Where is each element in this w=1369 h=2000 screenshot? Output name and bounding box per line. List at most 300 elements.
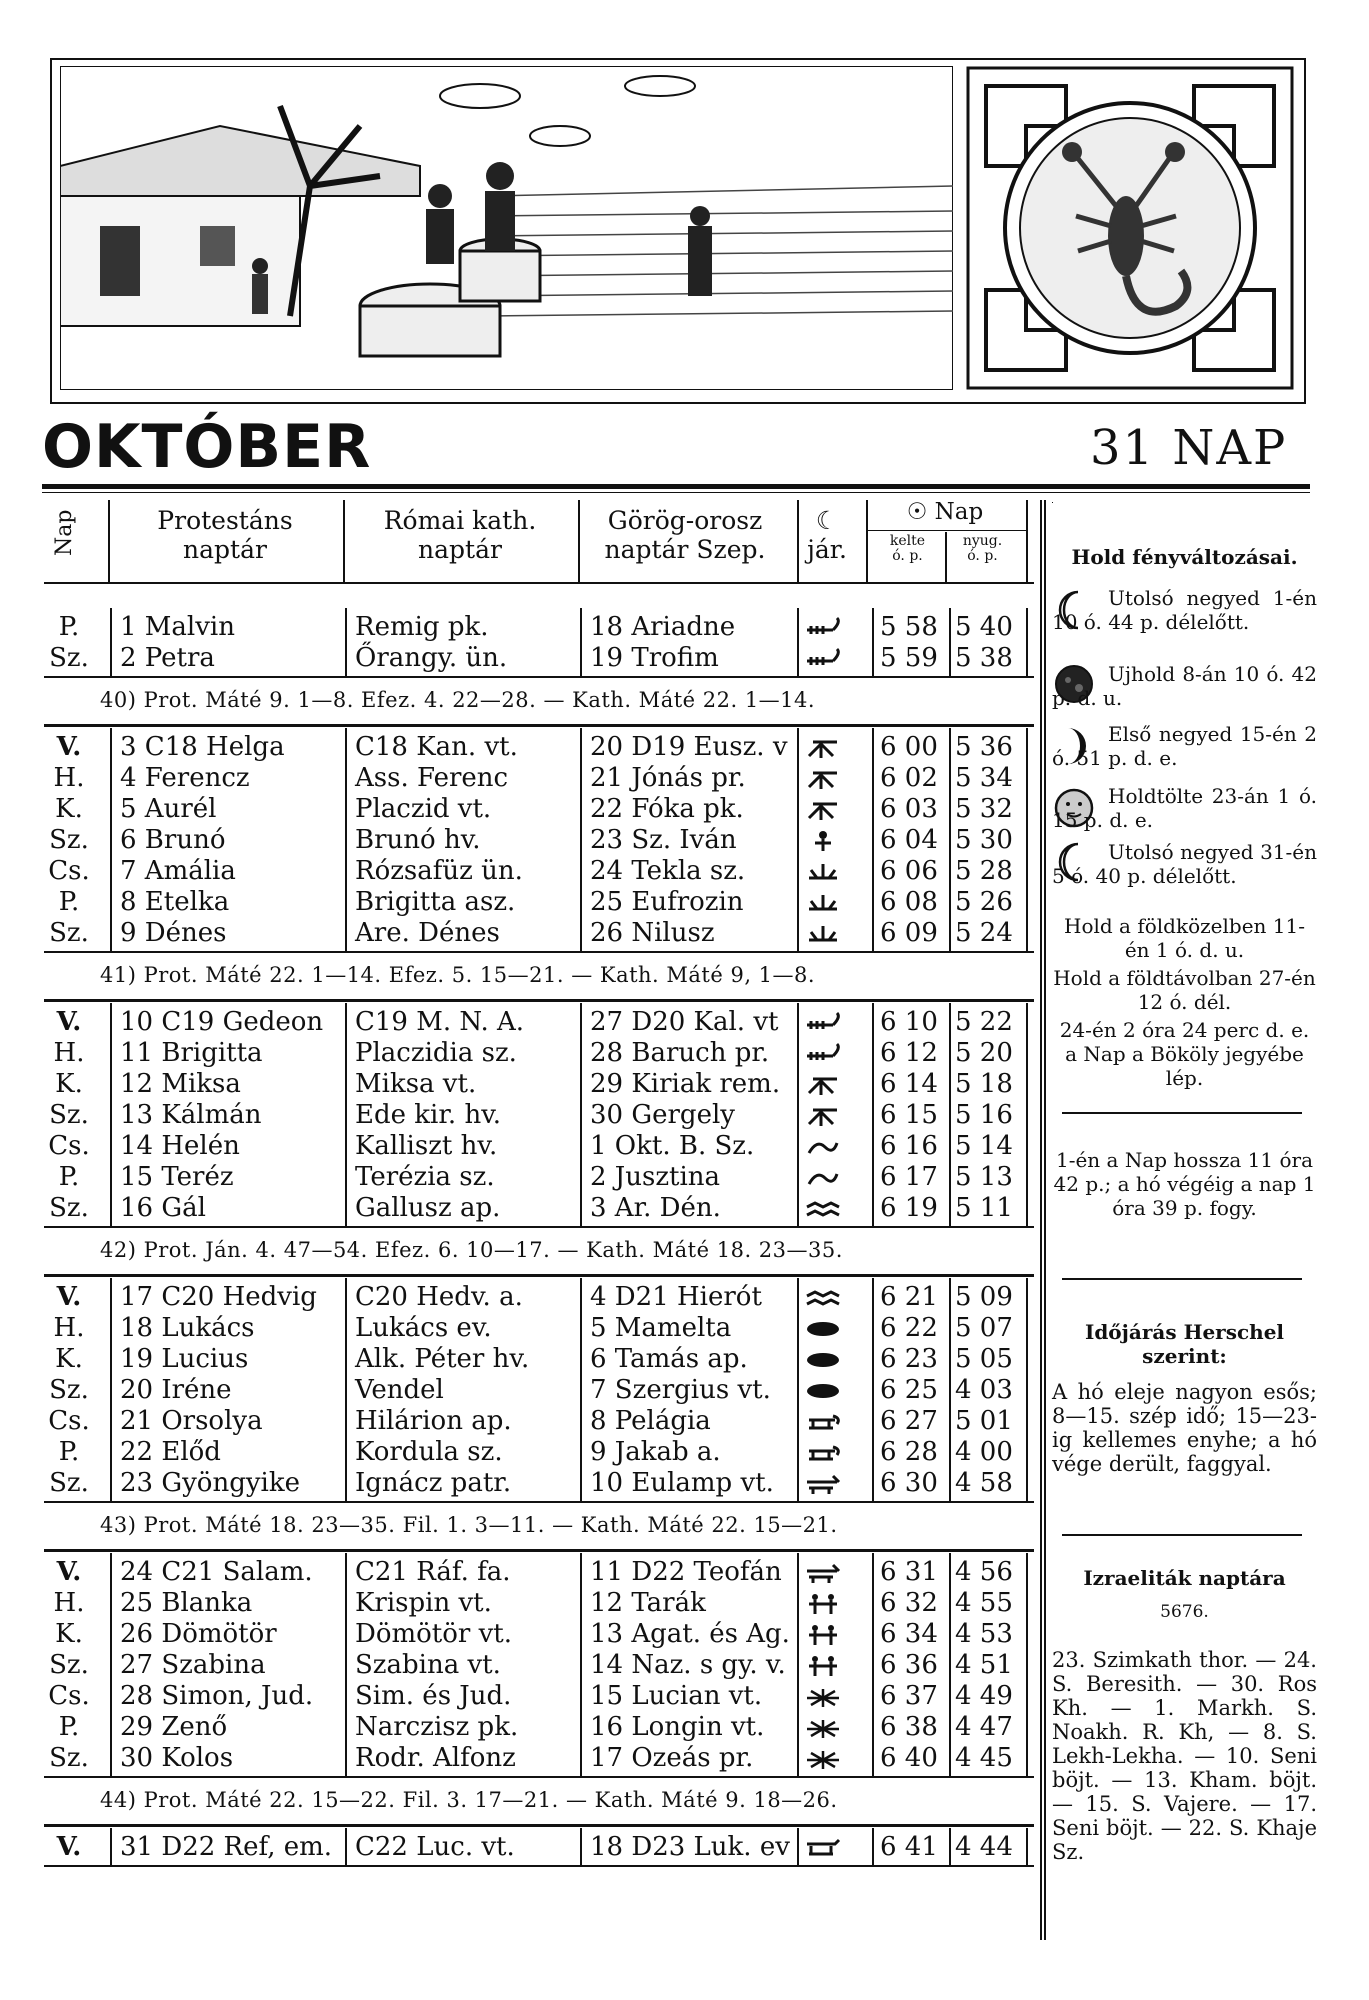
- row-sunset: 5 14: [955, 1131, 1013, 1161]
- row-sunset: 4 58: [955, 1468, 1013, 1498]
- row-protestans: 1 Malvin: [120, 612, 235, 642]
- row-protestans: 31 D22 Ref, em.: [120, 1832, 333, 1862]
- row-romai: Vendel: [355, 1375, 444, 1405]
- row-sunset: 5 05: [955, 1344, 1013, 1374]
- col-header-romai: Római kath. naptár: [383, 506, 537, 564]
- group-top-rule: [44, 724, 1034, 727]
- row-day: V.: [56, 1282, 82, 1312]
- row-sunrise: 6 19: [880, 1193, 938, 1223]
- moon-phase-2: Ujhold 8-án 10 ó. 42 p. d. u.: [1052, 662, 1317, 710]
- row-sunrise: 6 28: [880, 1437, 938, 1467]
- column-divider: [949, 1003, 951, 1226]
- row-romai: Kalliszt hv.: [355, 1131, 498, 1161]
- column-divider: [797, 1003, 799, 1226]
- row-protestans: 11 Brigitta: [120, 1038, 263, 1068]
- sidebar-divider-3: [1062, 1534, 1302, 1536]
- row-protestans: 7 Amália: [120, 856, 236, 886]
- column-divider: [345, 1553, 347, 1776]
- row-day: H.: [53, 1313, 85, 1343]
- row-gorog: 18 Ariadne: [590, 612, 736, 642]
- row-protestans: 14 Helén: [120, 1131, 240, 1161]
- column-divider: [580, 1553, 582, 1776]
- row-day: V.: [56, 1832, 82, 1862]
- row-gorog: 14 Naz. s gy. v.: [590, 1650, 786, 1680]
- israel-calendar-title: Izraeliták naptára: [1083, 1566, 1286, 1590]
- column-divider: [345, 1003, 347, 1226]
- zodiac-archer-icon: [803, 1104, 843, 1128]
- row-protestans: 17 C20 Hedvig: [120, 1282, 317, 1312]
- group-bottom-rule: [44, 1865, 1034, 1867]
- row-gorog: 24 Tekla sz.: [590, 856, 746, 886]
- row-romai: C18 Kan. vt.: [355, 732, 518, 762]
- header-column-divider: [1026, 500, 1028, 584]
- row-day: K.: [55, 794, 83, 824]
- column-divider: [949, 1828, 951, 1865]
- zodiac-fish-icon: [803, 1379, 843, 1403]
- row-protestans: 28 Simon, Jud.: [120, 1681, 314, 1711]
- row-romai: Sim. és Jud.: [355, 1681, 512, 1711]
- row-sunset: 4 47: [955, 1712, 1013, 1742]
- row-romai: C20 Hedv. a.: [355, 1282, 523, 1312]
- zodiac-water-icon: [803, 1197, 843, 1221]
- row-day: V.: [56, 732, 82, 762]
- zodiac-scorpion-icon: [803, 647, 843, 671]
- header-column-divider: [343, 500, 345, 584]
- row-gorog: 1 Okt. B. Sz.: [590, 1131, 755, 1161]
- row-sunrise: 6 16: [880, 1131, 938, 1161]
- group-top-rule: [44, 999, 1034, 1002]
- row-gorog: 2 Jusztina: [590, 1162, 721, 1192]
- title-rule-thin: [42, 492, 1310, 493]
- scorpio-emblem: [966, 66, 1294, 390]
- zodiac-crab-icon: [803, 1716, 843, 1740]
- row-day: Sz.: [49, 825, 89, 855]
- row-romai: Szabina vt.: [355, 1650, 501, 1680]
- weekly-lesson: 44) Prot. Máté 22. 15—22. Fil. 3. 17—21. — Kath. Máté 9. 18—26.: [100, 1788, 838, 1812]
- row-romai: Remig pk.: [355, 612, 489, 642]
- row-gorog: 25 Eufrozin: [590, 887, 744, 917]
- row-gorog: 26 Nilusz: [590, 918, 715, 948]
- column-divider: [797, 728, 799, 951]
- row-day: Cs.: [48, 856, 90, 886]
- row-sunset: 5 32: [955, 794, 1013, 824]
- column-divider: [949, 1553, 951, 1776]
- row-day: V.: [56, 1557, 82, 1587]
- row-sunset: 5 20: [955, 1038, 1013, 1068]
- column-divider: [1026, 1003, 1028, 1226]
- row-protestans: 10 C19 Gedeon: [120, 1007, 324, 1037]
- row-sunset: 5 18: [955, 1069, 1013, 1099]
- column-divider: [872, 608, 874, 676]
- row-romai: Hilárion ap.: [355, 1406, 512, 1436]
- row-sunset: 5 22: [955, 1007, 1013, 1037]
- group-bottom-rule: [44, 1226, 1034, 1228]
- row-romai: Miksa vt.: [355, 1069, 477, 1099]
- row-sunset: 5 30: [955, 825, 1013, 855]
- col-header-nap: Nap: [52, 509, 77, 556]
- row-day: H.: [53, 1588, 85, 1618]
- zodiac-goat-icon: [803, 1135, 843, 1159]
- row-sunset: 4 55: [955, 1588, 1013, 1618]
- row-gorog: 15 Lucian vt.: [590, 1681, 763, 1711]
- zodiac-libra-icon: [803, 860, 843, 884]
- row-sunset: 4 51: [955, 1650, 1013, 1680]
- row-sunrise: 5 58: [880, 612, 938, 642]
- zodiac-bull-icon: [803, 1561, 843, 1585]
- row-sunset: 5 34: [955, 763, 1013, 793]
- column-divider: [872, 728, 874, 951]
- weekly-lesson: 40) Prot. Máté 9. 1—8. Efez. 4. 22—28. — Kath. Máté 22. 1—14.: [100, 688, 816, 712]
- sidebar-separator: [1040, 500, 1042, 1940]
- sun-header-divider: [868, 530, 1028, 531]
- row-romai: C19 M. N. A.: [355, 1007, 525, 1037]
- row-sunrise: 6 02: [880, 763, 938, 793]
- row-gorog: 13 Agat. és Ag.: [590, 1619, 790, 1649]
- row-protestans: 23 Gyöngyike: [120, 1468, 300, 1498]
- row-day: Cs.: [48, 1406, 90, 1436]
- zodiac-water-icon: [803, 1286, 843, 1310]
- row-protestans: 8 Etelka: [120, 887, 230, 917]
- row-romai: Dömötör vt.: [355, 1619, 513, 1649]
- row-gorog: 8 Pelágia: [590, 1406, 711, 1436]
- row-romai: Are. Dénes: [355, 918, 500, 948]
- column-divider: [949, 728, 951, 951]
- row-protestans: 13 Kálmán: [120, 1100, 262, 1130]
- row-romai: Brunó hv.: [355, 825, 481, 855]
- row-romai: Placzid vt.: [355, 794, 492, 824]
- row-gorog: 22 Fóka pk.: [590, 794, 744, 824]
- row-sunset: 5 26: [955, 887, 1013, 917]
- column-divider: [580, 1828, 582, 1865]
- column-divider: [110, 1278, 112, 1501]
- header-column-divider: [866, 500, 868, 584]
- column-divider: [949, 1278, 951, 1501]
- row-protestans: 19 Lucius: [120, 1344, 249, 1374]
- column-divider: [872, 1003, 874, 1226]
- row-day: Sz.: [49, 1193, 89, 1223]
- row-romai: Kordula sz.: [355, 1437, 503, 1467]
- column-divider: [110, 728, 112, 951]
- row-sunset: 5 09: [955, 1282, 1013, 1312]
- weekly-lesson: 43) Prot. Máté 18. 23—35. Fil. 1. 3—11. — Kath. Máté 22. 15—21.: [100, 1513, 838, 1537]
- row-gorog: 30 Gergely: [590, 1100, 735, 1130]
- col-header-nyug: nyug. ó. p.: [962, 533, 1003, 564]
- row-romai: Ass. Ferenc: [355, 763, 509, 793]
- row-romai: Ignácz patr.: [355, 1468, 512, 1498]
- row-sunrise: 6 00: [880, 732, 938, 762]
- row-gorog: 4 D21 Hierót: [590, 1282, 762, 1312]
- column-divider: [1026, 1278, 1028, 1501]
- zodiac-lion-icon: [803, 1836, 843, 1860]
- row-sunset: 4 00: [955, 1437, 1013, 1467]
- row-sunrise: 6 15: [880, 1100, 938, 1130]
- column-divider: [580, 1003, 582, 1226]
- row-sunrise: 6 03: [880, 794, 938, 824]
- days-count: 31 NAP: [1090, 420, 1288, 476]
- row-romai: Krispin vt.: [355, 1588, 492, 1618]
- row-sunset: 5 36: [955, 732, 1013, 762]
- zodiac-fish-icon: [803, 1317, 843, 1341]
- group-top-rule: [44, 1549, 1034, 1552]
- column-divider: [345, 1828, 347, 1865]
- column-divider: [580, 728, 582, 951]
- row-gorog: 20 D19 Eusz. v: [590, 732, 788, 762]
- column-divider: [872, 1828, 874, 1865]
- vintage-harvest-illustration: [60, 66, 953, 390]
- row-protestans: 3 C18 Helga: [120, 732, 285, 762]
- row-gorog: 7 Szergius vt.: [590, 1375, 771, 1405]
- row-sunrise: 6 14: [880, 1069, 938, 1099]
- zodiac-libra-icon: [803, 891, 843, 915]
- zodiac-scorpion-icon: [803, 1042, 843, 1066]
- row-romai: Brigitta asz.: [355, 887, 516, 917]
- row-gorog: 5 Mamelta: [590, 1313, 732, 1343]
- column-divider: [110, 1828, 112, 1865]
- row-sunrise: 6 30: [880, 1468, 938, 1498]
- moon-phase-3: Első negyed 15-én 2 ó. 51 p. d. e.: [1052, 722, 1317, 770]
- row-gorog: 12 Tarák: [590, 1588, 706, 1618]
- row-day: H.: [53, 763, 85, 793]
- row-sunrise: 6 37: [880, 1681, 938, 1711]
- moon-phase-1: Utolsó negyed 1-én 10 ó. 44 p. délelőtt.: [1052, 586, 1317, 634]
- row-sunrise: 6 08: [880, 887, 938, 917]
- col-header-sun: ☉ Nap: [906, 499, 984, 525]
- row-sunset: 4 53: [955, 1619, 1013, 1649]
- row-gorog: 19 Trofim: [590, 643, 719, 673]
- group-top-rule: [44, 1824, 1034, 1827]
- row-sunset: 5 11: [955, 1193, 1013, 1223]
- zodiac-virgo-icon: [803, 829, 843, 853]
- sidebar-divider-2: [1062, 1278, 1302, 1280]
- row-day: Sz.: [49, 918, 89, 948]
- row-sunset: 5 16: [955, 1100, 1013, 1130]
- row-day: P.: [58, 1712, 80, 1742]
- col-header-kelte: kelte ó. p.: [889, 533, 926, 564]
- row-sunset: 4 49: [955, 1681, 1013, 1711]
- row-sunrise: 5 59: [880, 643, 938, 673]
- row-sunrise: 6 32: [880, 1588, 938, 1618]
- weekly-lesson: 41) Prot. Máté 22. 1—14. Efez. 5. 15—21. — Kath. Máté 9, 1—8.: [100, 963, 816, 987]
- row-sunset: 5 01: [955, 1406, 1013, 1436]
- row-day: Cs.: [48, 1131, 90, 1161]
- row-gorog: 18 D23 Luk. ev: [590, 1832, 790, 1862]
- row-protestans: 16 Gál: [120, 1193, 206, 1223]
- zodiac-scorpion-icon: [803, 616, 843, 640]
- col-header-protestans: Protestáns naptár: [157, 506, 293, 564]
- row-sunrise: 6 17: [880, 1162, 938, 1192]
- column-divider: [345, 1278, 347, 1501]
- row-sunrise: 6 27: [880, 1406, 938, 1436]
- row-romai: Ede kir. hv.: [355, 1100, 502, 1130]
- row-gorog: 11 D22 Teofán: [590, 1557, 782, 1587]
- row-gorog: 10 Eulamp vt.: [590, 1468, 774, 1498]
- zodiac-libra-icon: [803, 922, 843, 946]
- weather-text: A hó eleje nagyon esős; 8—15. szép idő; 15—23-ig kellemes enyhe; a hó vége derült, faggyal.: [1052, 1380, 1317, 1476]
- moon-phase-4: Holdtölte 23-án 1 ó. 15 p. d. e.: [1052, 784, 1317, 832]
- zodiac-archer-icon: [803, 1073, 843, 1097]
- row-romai: Őrangy. ün.: [355, 643, 508, 673]
- header-divider: [44, 582, 1034, 584]
- row-protestans: 5 Aurél: [120, 794, 217, 824]
- row-sunset: 5 07: [955, 1313, 1013, 1343]
- row-day: P.: [58, 1437, 80, 1467]
- israel-year: 5676.: [1160, 1602, 1209, 1622]
- zodiac-bull-icon: [803, 1472, 843, 1496]
- col-header-gorog: Görög-orosz naptár Szep.: [604, 506, 766, 564]
- row-protestans: 15 Teréz: [120, 1162, 234, 1192]
- row-protestans: 30 Kolos: [120, 1743, 234, 1773]
- zodiac-fish-icon: [803, 1348, 843, 1372]
- row-protestans: 29 Zenő: [120, 1712, 228, 1742]
- row-sunrise: 6 04: [880, 825, 938, 855]
- column-divider: [580, 608, 582, 676]
- row-sunset: 5 13: [955, 1162, 1013, 1192]
- zodiac-archer-icon: [803, 798, 843, 822]
- row-day: V.: [56, 1007, 82, 1037]
- column-divider: [110, 1553, 112, 1776]
- row-day: K.: [55, 1344, 83, 1374]
- moon-phase-5: Utolsó negyed 31-én 5 ó. 40 p. délelőtt.: [1052, 840, 1317, 888]
- row-protestans: 22 Előd: [120, 1437, 221, 1467]
- row-protestans: 9 Dénes: [120, 918, 227, 948]
- row-sunrise: 6 10: [880, 1007, 938, 1037]
- row-romai: Placzidia sz.: [355, 1038, 517, 1068]
- row-protestans: 4 Ferencz: [120, 763, 250, 793]
- row-romai: Terézia sz.: [355, 1162, 495, 1192]
- row-protestans: 12 Miksa: [120, 1069, 241, 1099]
- row-romai: Rodr. Alfonz: [355, 1743, 516, 1773]
- row-protestans: 24 C21 Salam.: [120, 1557, 313, 1587]
- row-sunrise: 6 25: [880, 1375, 938, 1405]
- col-header-jar: ☾ jár.: [807, 506, 847, 564]
- group-bottom-rule: [44, 676, 1034, 678]
- row-sunrise: 6 31: [880, 1557, 938, 1587]
- row-sunset: 5 40: [955, 612, 1013, 642]
- row-sunrise: 6 36: [880, 1650, 938, 1680]
- group-bottom-rule: [44, 1776, 1034, 1778]
- row-sunrise: 6 22: [880, 1313, 938, 1343]
- israel-calendar-text: 23. Szimkath thor. — 24. S. Beresith. — 30. Ros Kh. — 1. Markh. S. Noakh. R. Kh, — 8. S. Lekh-Lekha. — 10. Seni böjt. — 13. Kham. böjt. — 15. S. Vajere. — 17. Seni böjt. — 22. S. Khaje Sz.: [1052, 1648, 1317, 1864]
- sidebar-divider-1: [1062, 1112, 1302, 1114]
- day-length-note: 1-én a Nap hossza 11 óra 42 p.; a hó végéig a nap 1 óra 39 p. fogy.: [1053, 1148, 1316, 1220]
- zodiac-goat-icon: [803, 1166, 843, 1190]
- header-column-divider: [797, 500, 799, 584]
- zodiac-archer-icon: [803, 736, 843, 760]
- row-gorog: 29 Kiriak rem.: [590, 1069, 781, 1099]
- column-divider: [797, 1553, 799, 1776]
- row-gorog: 3 Ar. Dén.: [590, 1193, 721, 1223]
- column-divider: [1026, 608, 1028, 676]
- row-day: P.: [58, 612, 80, 642]
- group-bottom-rule: [44, 951, 1034, 953]
- sun-sign-entry: 24-én 2 óra 24 perc d. e. a Nap a Bököly jegyébe lép.: [1059, 1018, 1310, 1090]
- column-divider: [797, 1828, 799, 1865]
- row-sunset: 5 28: [955, 856, 1013, 886]
- zodiac-crab-icon: [803, 1685, 843, 1709]
- header-column-divider: [578, 500, 580, 584]
- header-column-divider: [108, 500, 110, 584]
- row-romai: Alk. Péter hv.: [355, 1344, 530, 1374]
- row-day: Sz.: [49, 1468, 89, 1498]
- row-gorog: 16 Longin vt.: [590, 1712, 765, 1742]
- column-divider: [1026, 1828, 1028, 1865]
- row-gorog: 21 Jónás pr.: [590, 763, 746, 793]
- row-gorog: 23 Sz. Iván: [590, 825, 737, 855]
- row-day: H.: [53, 1038, 85, 1068]
- row-romai: Gallusz ap.: [355, 1193, 501, 1223]
- zodiac-ram-icon: [803, 1441, 843, 1465]
- row-protestans: 25 Blanka: [120, 1588, 253, 1618]
- row-protestans: 20 Iréne: [120, 1375, 232, 1405]
- row-day: Sz.: [49, 1100, 89, 1130]
- row-sunset: 4 45: [955, 1743, 1013, 1773]
- moon-perigee: Hold a földközelben 11-én 1 ó. d. u.: [1064, 914, 1305, 962]
- row-day: P.: [58, 1162, 80, 1192]
- column-divider: [797, 608, 799, 676]
- row-romai: C22 Luc. vt.: [355, 1832, 515, 1862]
- row-protestans: 26 Dömötör: [120, 1619, 277, 1649]
- row-gorog: 6 Tamás ap.: [590, 1344, 748, 1374]
- row-protestans: 18 Lukács: [120, 1313, 255, 1343]
- weekly-lesson: 42) Prot. Ján. 4. 47—54. Efez. 6. 10—17. — Kath. Máté 18. 23—35.: [100, 1238, 843, 1262]
- row-romai: Rózsafüz ün.: [355, 856, 523, 886]
- zodiac-twins-icon: [803, 1623, 843, 1647]
- title-rule: [42, 484, 1310, 489]
- moon-apogee: Hold a földtávolban 27-én 12 ó. dél.: [1053, 966, 1316, 1014]
- sidebar-top-line: [1052, 502, 1053, 503]
- row-gorog: 27 D20 Kal. vt: [590, 1007, 779, 1037]
- row-sunrise: 6 06: [880, 856, 938, 886]
- column-divider: [797, 1278, 799, 1501]
- row-day: Cs.: [48, 1681, 90, 1711]
- row-sunrise: 6 09: [880, 918, 938, 948]
- row-sunset: 5 38: [955, 643, 1013, 673]
- row-day: Sz.: [49, 1375, 89, 1405]
- zodiac-twins-icon: [803, 1654, 843, 1678]
- row-sunrise: 6 38: [880, 1712, 938, 1742]
- row-sunrise: 6 12: [880, 1038, 938, 1068]
- weather-title: Időjárás Herschel szerint:: [1084, 1320, 1285, 1368]
- moon-phases-title: Hold fényváltozásai.: [1071, 545, 1298, 569]
- header-sun-divider: [945, 532, 947, 584]
- column-divider: [110, 608, 112, 676]
- row-protestans: 2 Petra: [120, 643, 215, 673]
- group-bottom-rule: [44, 1501, 1034, 1503]
- row-sunrise: 6 21: [880, 1282, 938, 1312]
- row-protestans: 27 Szabina: [120, 1650, 266, 1680]
- row-gorog: 28 Baruch pr.: [590, 1038, 770, 1068]
- row-day: Sz.: [49, 1743, 89, 1773]
- row-romai: C21 Ráf. fa.: [355, 1557, 511, 1587]
- column-divider: [345, 608, 347, 676]
- zodiac-twins-icon: [803, 1592, 843, 1616]
- zodiac-ram-icon: [803, 1410, 843, 1434]
- zodiac-crab-icon: [803, 1747, 843, 1771]
- row-gorog: 9 Jakab a.: [590, 1437, 721, 1467]
- row-sunrise: 6 41: [880, 1832, 938, 1862]
- row-day: K.: [55, 1619, 83, 1649]
- column-divider: [872, 1278, 874, 1501]
- row-sunset: 4 56: [955, 1557, 1013, 1587]
- zodiac-scorpion-icon: [803, 1011, 843, 1035]
- column-divider: [872, 1553, 874, 1776]
- row-day: Sz.: [49, 643, 89, 673]
- row-romai: Narczisz pk.: [355, 1712, 519, 1742]
- column-divider: [345, 728, 347, 951]
- month-title: OKTÓBER: [42, 412, 372, 482]
- zodiac-archer-icon: [803, 767, 843, 791]
- row-sunrise: 6 23: [880, 1344, 938, 1374]
